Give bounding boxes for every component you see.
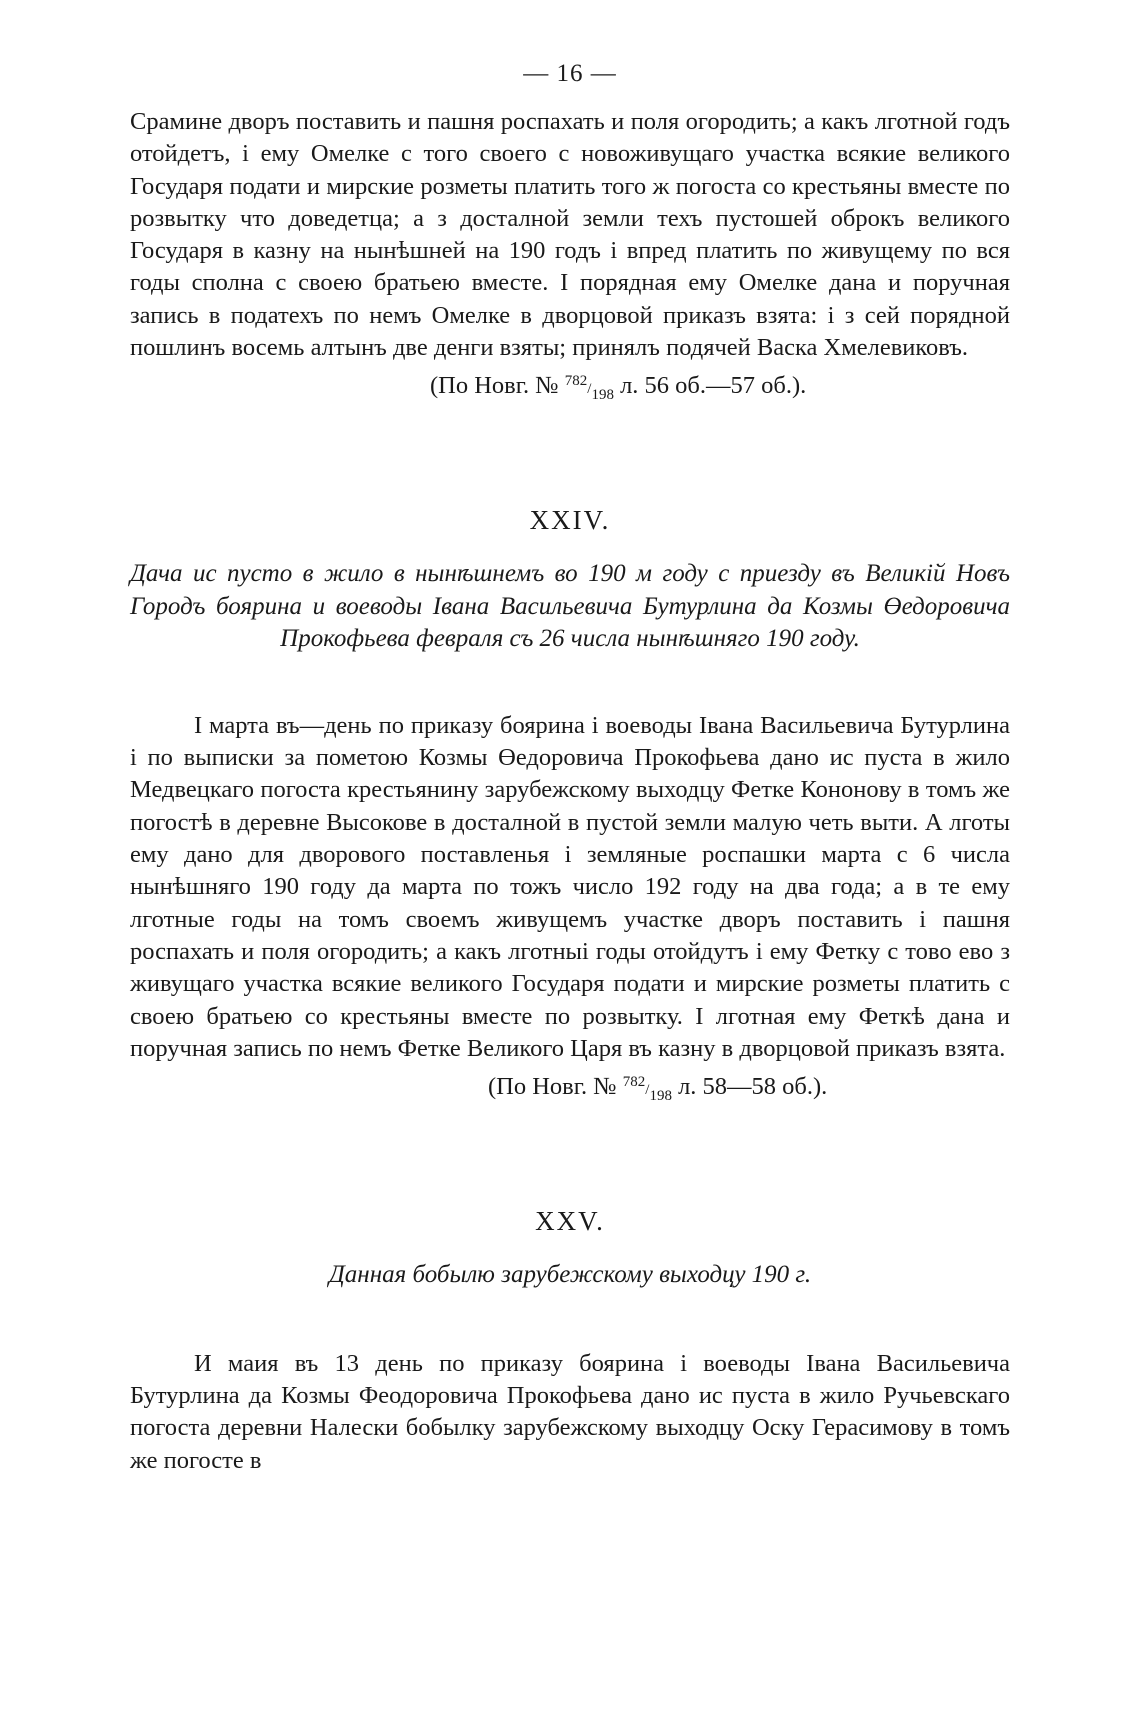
fraction-denominator: 198 xyxy=(591,387,614,404)
section-number-25: XXV. xyxy=(535,1206,605,1237)
paragraph-section-25: И маия въ 13 день по приказу боярина і воеводы Івана Васильевича Бутурлина да Козмы Феодоровича Прокофьева дано ис пуста в жило Ручьевскаго погоста деревни Налески бобылку зарубежскому выходцу Оску Герасимову в томъ же погосте в xyxy=(130,1349,1010,1474)
page-number: — 16 — xyxy=(523,60,617,87)
document-page xyxy=(130,60,1010,1477)
section-number-24: XXIV. xyxy=(529,505,611,536)
citation-suffix: л. 56 об.—57 об.). xyxy=(620,372,807,400)
citation-2 xyxy=(130,1071,1010,1106)
section-heading-24: Дача ис пусто в жило в нынѣшнемъ во 190 м году с приезду въ Великій Новъ Городъ боярина и воеводы Івана Васильевича Бутурлина да Козмы Өедоровича Прокофьева февраля съ 26 числа нынѣшняго 190 году. xyxy=(130,560,1010,653)
fraction-numerator: 782 xyxy=(622,1074,646,1091)
paragraph-section-24: І марта въ—день по приказу боярина і воеводы Івана Васильевича Бутурлина і по выписки за пометою Козмы Өедоровича Прокофьева дано ис пуста в жило Медвецкаго погоста крестьянину зарубежскому выходцу Фетке Кононову в томъ же погостѣ в деревне Высокове в досталной в пустой земли малую четь выти. А лготы ему дано для дворового поставленья і земляные роспашки марта с 6 числа нынѣшняго 190 году да марта по тожъ число 192 году на два года; а в те ему лготные годы на томъ своемъ живущемъ участке дворъ поставить і пашня роспахать и поля огородить; а какъ лготныі годы отойдутъ і ему Фетку с тово ево з живущаго участка всякие великого Государя подати и мирские розметы платить с своею братьею со крестьяны вместе по розвытку. І лготная ему Феткѣ дана и поручная запись по немъ Фетке Великого Царя въ казну в дворцовой приказъ взята. xyxy=(130,711,1010,1062)
fraction-numerator: 782 xyxy=(564,373,588,390)
citation-suffix: л. 58—58 об.). xyxy=(678,1073,828,1101)
citation-prefix: (По Новг. № xyxy=(488,1073,617,1101)
paragraph-continuation: Срамине дворъ поставить и пашня роспахать и поля огородить; а какъ лготной годъ отойдетъ, і ему Омелке с того своего с новоживущаго участка всякие великого Государя подати и мирские розметы платить того ж погоста со крестьяны вместе по розвытку что доведетца; а з досталной земли техъ пустошей оброкъ великого Государя в казну на нынѣшней на 190 годъ і впред платить по живущему по вся годы сполна с своею братьею вместе. І порядная ему Омелке дана и поручная запись в податехъ по немъ Омелке в дворцовой приказъ взята: і з сей порядной пошлинъ восемь алтынъ две денги взяты; принялъ подячей Васка Хмелевиковъ. xyxy=(130,108,1010,362)
section-heading-25: Данная бобылю зарубежскому выходцу 190 г. xyxy=(328,1261,812,1289)
citation-fraction: 782/198 xyxy=(564,373,614,404)
citation-1 xyxy=(130,370,1010,405)
fraction-denominator: 198 xyxy=(649,1088,672,1105)
citation-fraction: 782/198 xyxy=(622,1074,672,1105)
citation-prefix: (По Новг. № xyxy=(430,372,559,400)
